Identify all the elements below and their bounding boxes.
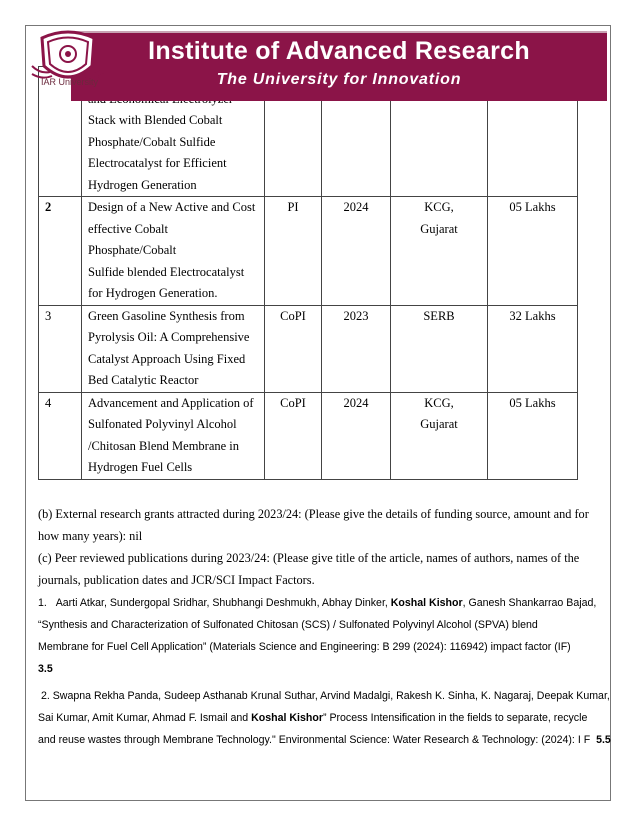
- section-c-publications: [38, 547, 604, 591]
- publication-number: 1.: [38, 597, 47, 609]
- section-b-line: (b) External research grants attracted during 2023/24: (Please give the details of funding source, amount and for: [38, 507, 589, 521]
- cell-title: [82, 305, 265, 392]
- institute-name: Institute of Advanced Research: [148, 37, 530, 65]
- publication-authors: 2. Swapna Rekha Panda, Sudeep Asthanab Krunal Suthar, Arvind Madalgi, Rakesh K. Sinha, K. Nagaraj, Deepak Kumar,: [38, 690, 610, 702]
- author-highlight: Koshal Kishor: [251, 712, 323, 724]
- publication-authors-part: Sai Kumar, Amit Kumar, Ahmad F. Ismail and: [38, 712, 252, 724]
- section-c-line: (c) Peer reviewed publications during 2023/24: (Please give title of the article, names of authors, names of the: [38, 551, 580, 565]
- title-line: Pyrolysis Oil: A Comprehensive: [88, 330, 250, 344]
- cell-amount: 05 Lakhs: [488, 197, 578, 306]
- title-line: /Chitosan Blend Membrane in: [88, 438, 240, 453]
- publication-title: “Synthesis and Characterization of Sulfonated Chitosan (SCS) / Sulfonated Polyvinyl Alcohol (SPVA) blend: [38, 619, 538, 631]
- title-line: Green Gasoline Synthesis from: [88, 308, 245, 323]
- title-line: Hydrogen Generation: [88, 177, 197, 192]
- publication-authors-line2: [38, 707, 604, 729]
- logo-caption: IAR University: [41, 77, 99, 87]
- cell-amount: 32 Lakhs: [488, 305, 578, 392]
- publication-journal: Membrane for Fuel Cell Application” (Materials Science and Engineering: B 299 (2024): 116942) impact factor (IF): [38, 641, 571, 653]
- banner-divider: [71, 31, 607, 33]
- section-c-line: journals, publication dates and JCR/SCI Impact Factors.: [38, 573, 315, 587]
- publication-title-part: ” Process Intensification in the fields to separate, recycle: [322, 712, 588, 724]
- table-row: [39, 197, 578, 306]
- cell-role: CoPI: [265, 392, 322, 479]
- grants-table: [38, 66, 578, 480]
- institute-tagline: The University for Innovation: [216, 71, 462, 88]
- title-line: Advancement and Application of: [88, 395, 254, 410]
- impact-factor: 5.5: [596, 734, 611, 746]
- cell-agency: [391, 197, 488, 306]
- institute-banner: [71, 31, 607, 101]
- cell-title: [82, 392, 265, 479]
- table-row: [39, 305, 578, 392]
- publication-journal-text: and reuse wastes through Membrane Technology." Environmental Science: Water Research & Technology: (2024): I F: [38, 734, 597, 746]
- cell-year: 2023: [322, 305, 391, 392]
- publication-authors-rest: , Ganesh Shankarrao Bajad,: [462, 597, 597, 609]
- section-b-external-grants: [38, 503, 604, 547]
- table-row: [39, 392, 578, 479]
- cell-agency: [391, 392, 488, 479]
- title-line: Stack with Blended Cobalt: [88, 113, 223, 127]
- cell-role: PI: [265, 197, 322, 306]
- publication-journal: [38, 729, 611, 751]
- cell-amount: 05 Lakhs: [488, 392, 578, 479]
- cell-role: CoPI: [265, 305, 322, 392]
- title-line: Sulfonated Polyvinyl Alcohol: [88, 417, 237, 431]
- title-line: Electrocatalyst for Efficient: [88, 156, 227, 170]
- cell-title: [82, 197, 265, 306]
- title-line: Phosphate/Cobalt Sulfide: [88, 134, 216, 149]
- agency-line: SERB: [423, 308, 455, 323]
- title-line: Bed Catalytic Reactor: [88, 373, 199, 387]
- title-line: Sulfide blended Electrocatalyst: [88, 264, 245, 279]
- publication-1: [38, 592, 625, 680]
- agency-line: Gujarat: [420, 221, 458, 236]
- publication-2: [38, 685, 611, 751]
- author-highlight: Koshal Kishor: [390, 597, 463, 609]
- cell-year: 2024: [322, 197, 391, 306]
- agency-line: Gujarat: [420, 417, 458, 431]
- title-line: Catalyst Approach Using Fixed: [88, 351, 246, 366]
- cell-agency: [391, 305, 488, 392]
- title-line: Hydrogen Fuel Cells: [88, 460, 193, 474]
- title-line: effective Cobalt Phosphate/Cobalt: [88, 221, 177, 257]
- title-line: for Hydrogen Generation.: [88, 286, 218, 300]
- title-line: Design of a New Active and Cost: [88, 200, 256, 214]
- cell-year: 2024: [322, 392, 391, 479]
- impact-factor: 3.5: [38, 663, 53, 675]
- agency-line: KCG,: [424, 200, 454, 214]
- section-b-line: how many years): nil: [38, 529, 143, 543]
- cell-sno: 2: [39, 197, 82, 306]
- cell-sno: 3: [39, 305, 82, 392]
- publication-authors: Aarti Atkar, Sundergopal Sridhar, Shubhangi Deshmukh, Abhay Dinker,: [55, 597, 391, 609]
- cell-sno: 4: [39, 392, 82, 479]
- agency-line: KCG,: [424, 395, 454, 410]
